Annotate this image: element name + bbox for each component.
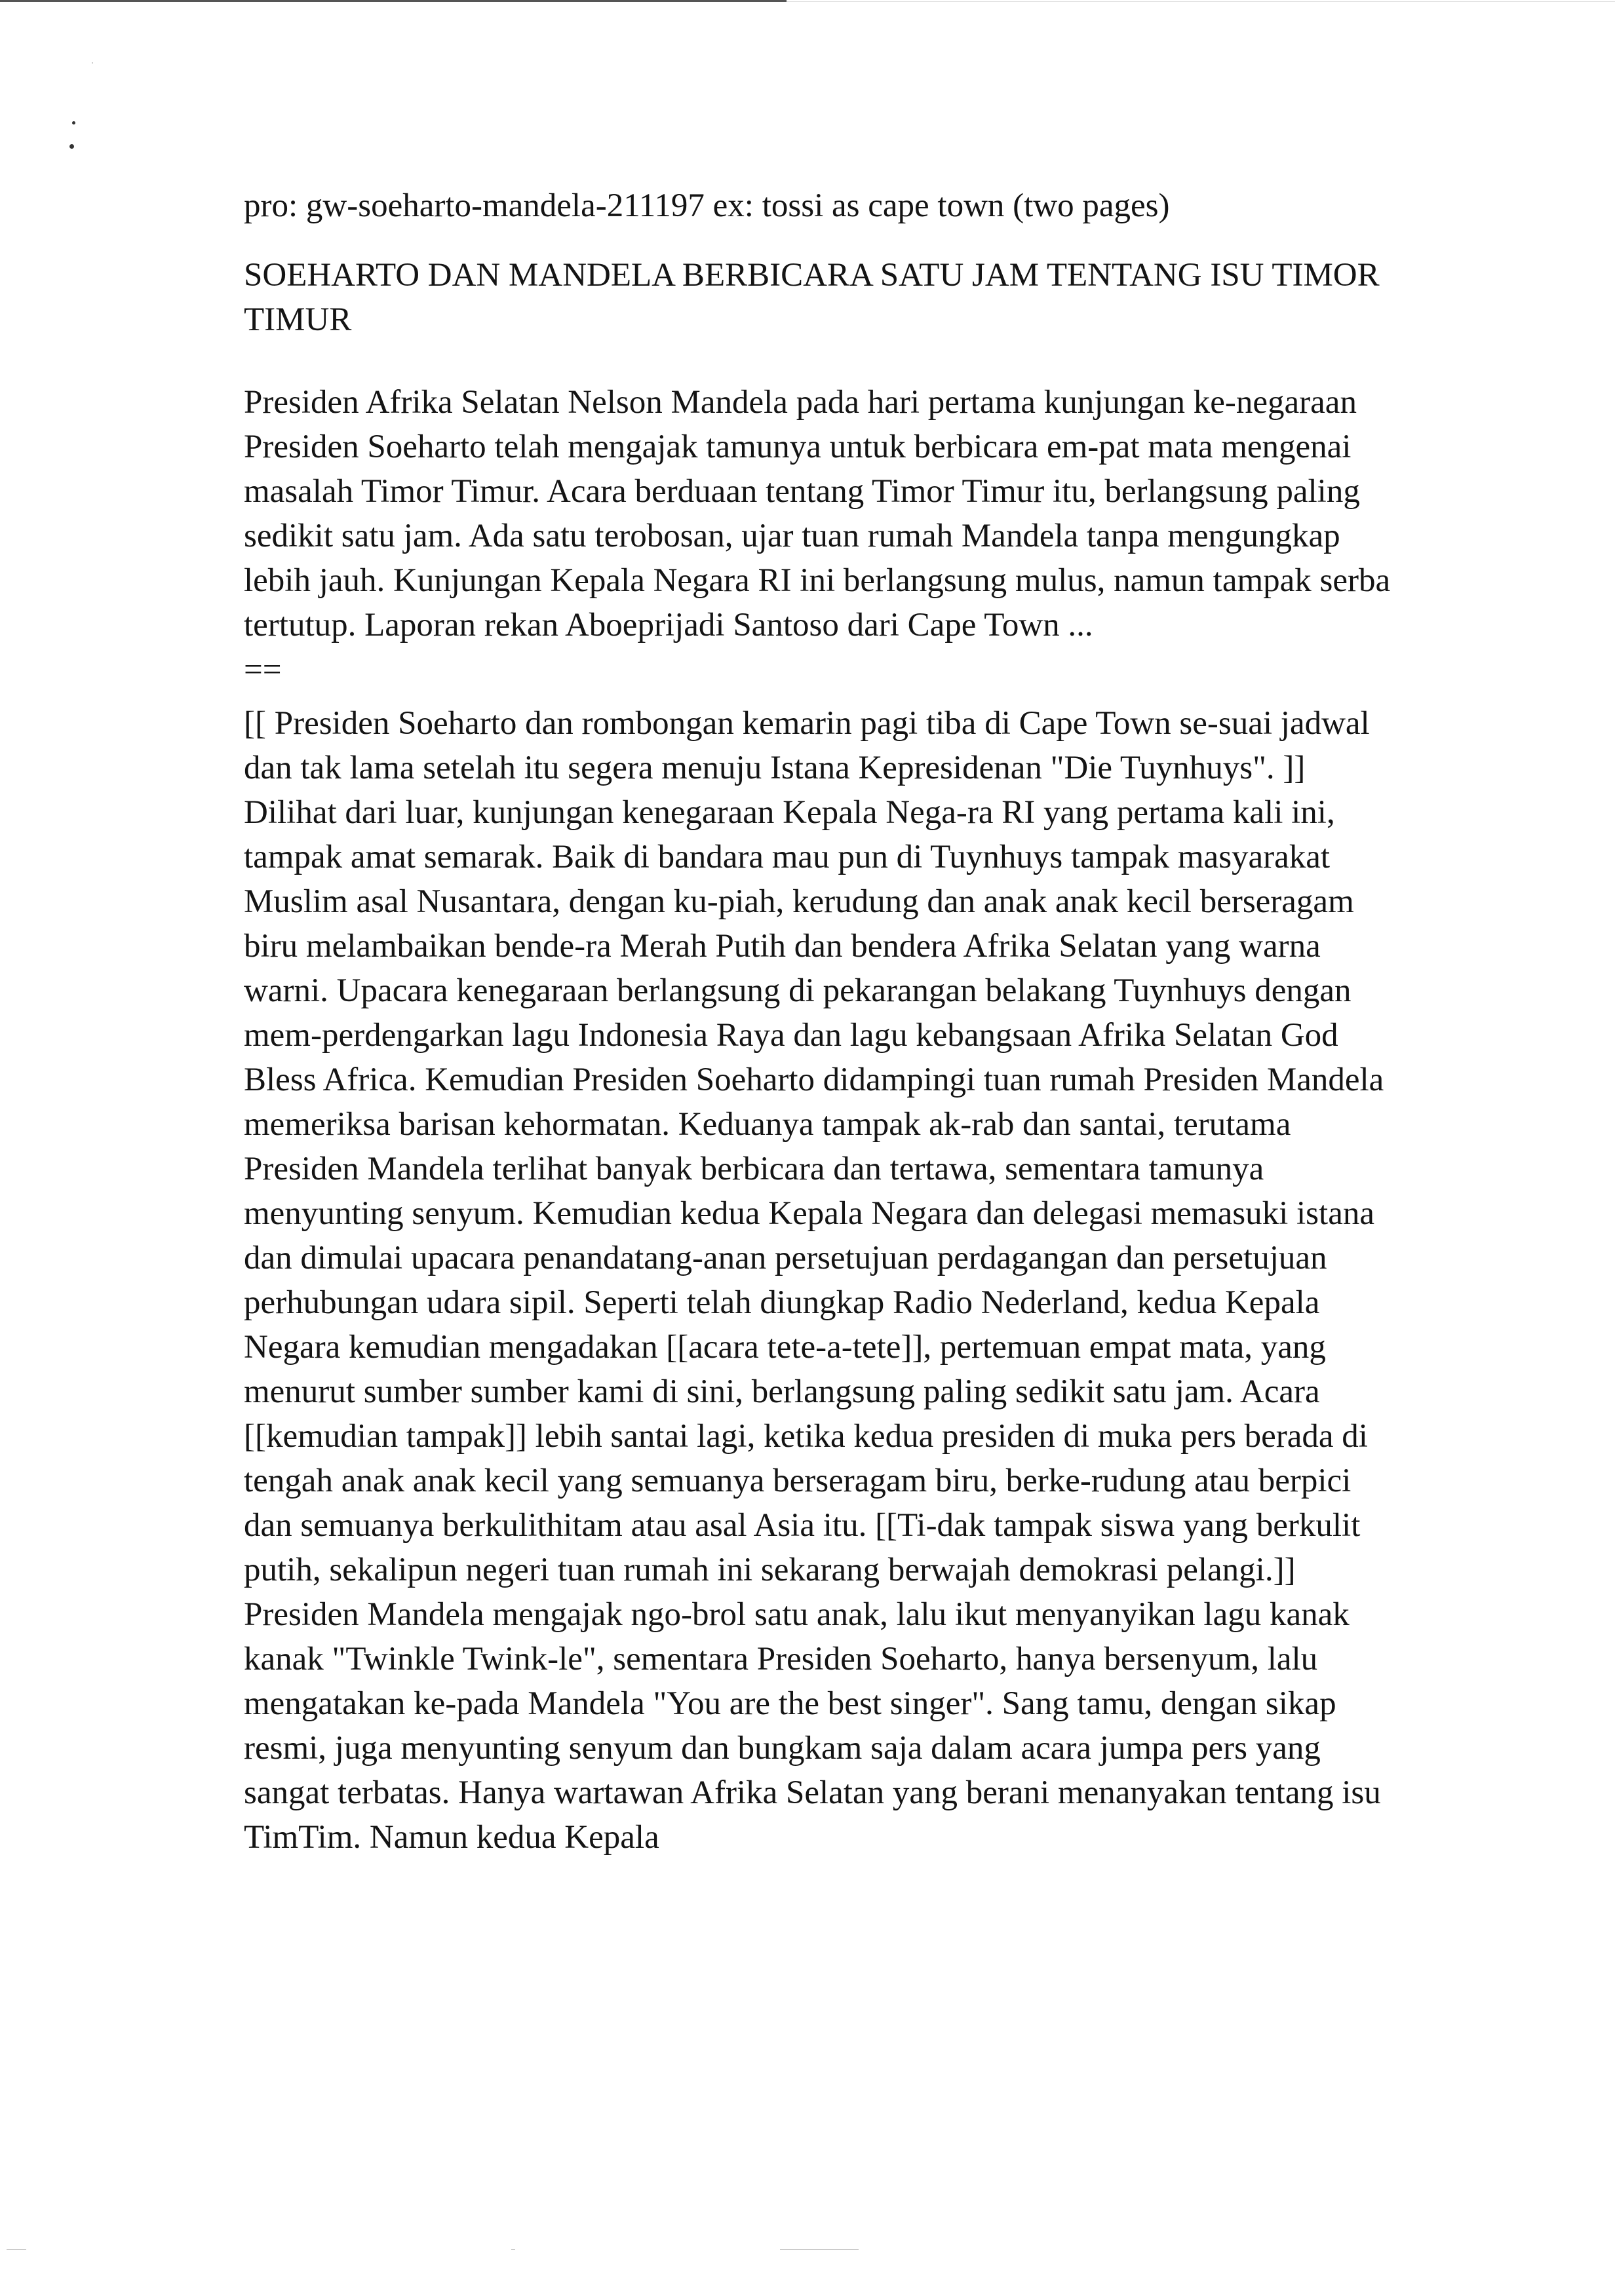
story-lede: Presiden Afrika Selatan Nelson Mandela pada hari pertama kunjungan ke-negaraan Presiden Soeharto telah mengajak tamunya untuk berbicara em-pat mata mengenai masalah Timor Timur. Acara berduaan tentang Timor Timur itu, berlangsung paling sedikit satu jam. Ada satu terobosan, ujar tuan rumah Mandela tanpa mengungkap lebih jauh. Kunjungan Kepala Negara RI ini berlangsung mulus, namun tampak serba tertutup. Laporan rekan Aboeprijadi Santoso dari Cape Town ... (244, 384, 1391, 643)
scan-speck (69, 144, 74, 149)
story-headline: SOEHARTO DAN MANDELA BERBICARA SATU JAM TENTANG ISU TIMOR TIMUR (244, 257, 1380, 338)
document-page (244, 183, 1397, 1860)
scan-edge-line-faint (787, 1, 1615, 2)
scan-artifact (780, 2249, 859, 2250)
scan-speck (72, 121, 75, 124)
story-slug: pro: gw-soeharto-mandela-211197 ex: tossi as cape town (two pages) (244, 187, 1170, 224)
scan-artifact (511, 2249, 515, 2250)
scan-speck (92, 62, 93, 64)
story-body: [[ Presiden Soeharto dan rombongan kemarin pagi tiba di Cape Town se-suai jadwal dan tak lama setelah itu segera menuju Istana Kepresidenan "Die Tuynhuys". ]] Dilihat dari luar, kunjungan kenegaraan Kepala Nega-ra RI yang pertama kali ini, tampak amat semarak. Baik di bandara mau pun di Tuynhuys tampak masyarakat Muslim asal Nusantara, dengan ku-piah, kerudung dan anak anak kecil berseragam biru melambaikan bende-ra Merah Putih dan bendera Afrika Selatan yang warna warni. Upacara kenegaraan berlangsung di pekarangan belakang Tuynhuys dengan mem-perdengarkan lagu Indonesia Raya dan lagu kebangsaan Afrika Selatan God Bless Africa. Kemudian Presiden Soeharto didampingi tuan rumah Presiden Mandela memeriksa barisan kehormatan. Keduanya tampak ak-rab dan santai, terutama Presiden Mandela terlihat banyak berbicara dan tertawa, sementara tamunya menyunting senyum. Kemudian kedua Kepala Negara dan delegasi memasuki istana dan dimulai upacara penandatang-anan persetujuan perdagangan dan persetujuan perhubungan udara sipil. Seperti telah diungkap Radio Nederland, kedua Kepala Negara kemudian mengadakan [[acara tete-a-tete]], pertemuan empat mata, yang menurut sumber sumber kami di sini, berlangsung paling sedikit satu jam. Acara [[kemudian tampak]] lebih santai lagi, ketika kedua presiden di muka pers berada di tengah anak anak kecil yang semuanya berseragam biru, berke-rudung atau berpici dan semuanya berkulithitam atau asal Asia itu. [[Ti-dak tampak siswa yang berkulit putih, sekalipun negeri tuan rumah ini sekarang berwajah demokrasi pelangi.]] Presiden Mandela mengajak ngo-brol satu anak, lalu ikut menyanyikan lagu kanak kanak "Twinkle Twink-le", sementara Presiden Soeharto, hanya bersenyum, lalu mengatakan ke-pada Mandela "You are the best singer". Sang tamu, dengan sikap resmi, juga menyunting senyum dan bungkam saja dalam acara jumpa pers yang sangat terbatas. Hanya wartawan Afrika Selatan yang berani menanyakan tentang isu TimTim. Namun kedua Kepala (244, 705, 1384, 1856)
section-separator: == (244, 651, 282, 688)
scan-edge-line (0, 0, 787, 2)
scan-artifact (7, 2249, 26, 2250)
